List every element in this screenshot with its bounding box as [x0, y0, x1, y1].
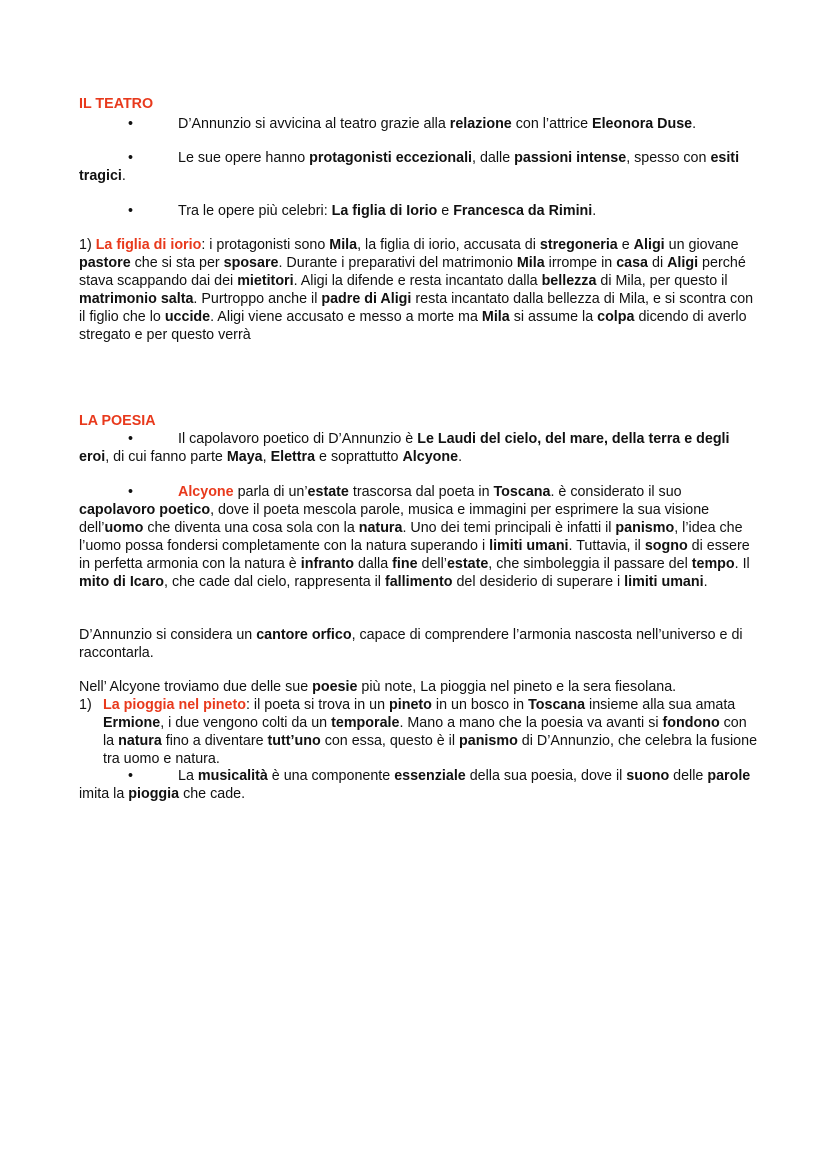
bullet-icon: •: [128, 768, 134, 784]
section-heading-teatro: IL TEATRO: [79, 96, 154, 112]
alcyone-poesie-paragraph: Nell’ Alcyone troviamo due delle sue poesie più note, La pioggia nel pineto e la sera fiesolana.: [79, 679, 677, 695]
poesia-bullet-alcyone: • Alcyone parla di un’estate trascorsa dal poeta in Toscana. è considerato il suo capolavoro poetico, dove il poeta mescola parole, musica e immagini per esprimere la sua visione dell’uomo che diventa una cosa sola con la natura. Uno dei temi principali è infatti il panismo, l’idea che l’uomo possa fondersi completamente con la natura superando i limiti umani. Tuttavia, il sogno di essere in perfetta armonia con la natura è infranto dalla fine dell’estate, che simboleggia il passare del tempo. Il mito di Icaro, che cade dal cielo, rappresenta il fallimento del desiderio di superare i limiti umani.: [79, 484, 750, 590]
teatro-bullet-1: • D’Annunzio si avvicina al teatro grazie alla relazione con l’attrice Eleonora Duse.: [79, 115, 759, 133]
bullet-icon: •: [128, 203, 134, 219]
section-heading-poesia: LA POESIA: [79, 413, 156, 429]
figlia-di-iorio-paragraph: 1) La figlia di iorio: i protagonisti sono Mila, la figlia di iorio, accusata di stregoneria e Aligi un giovane pastore che si sta per sposare. Durante i preparativi del matrimonio Mila irrompe in casa di Aligi perché stava scappando dai dei mietitori. Aligi la difende e resta incantato dalla bellezza di Mila, per questo il matrimonio salta. Purtroppo anche il padre di Aligi resta incantato dalla bellezza di Mila, e si scontra con il figlio che lo uccide. Aligi viene accusato e messo a morte ma Mila si assume la colpa dicendo di averlo stregato e per questo verrà: [79, 237, 754, 343]
pioggia-nel-pineto-item: La pioggia nel pineto: il poeta si trova in un pineto in un bosco in Toscana insieme alla sua amata Ermione, i due vengono colti da un temporale. Mano a mano che la poesia va avanti si fondono con la natura fino a diventare tutt’uno con essa, questo è il panismo di D’Annunzio, che celebra la fusione tra uomo e natura.: [103, 697, 758, 767]
cantore-orfico-paragraph: D’Annunzio si considera un cantore orfico, capace di comprendere l’armonia nascosta nell’universo e di raccontarla.: [79, 627, 743, 661]
list-number: 1): [79, 697, 92, 713]
bullet-icon: •: [128, 116, 134, 132]
bullet-icon: •: [128, 150, 134, 166]
bullet-icon: •: [128, 484, 134, 500]
poesia-bullet-1: • Il capolavoro poetico di D’Annunzio è Le Laudi del cielo, del mare, della terra e degli eroi, di cui fanno parte Maya, Elettra e soprattutto Alcyone.: [79, 431, 730, 465]
bullet-icon: •: [128, 431, 134, 447]
teatro-bullet-3: • Tra le opere più celebri: La figlia di Iorio e Francesca da Rimini.: [79, 202, 759, 220]
teatro-bullet-2: • Le sue opere hanno protagonisti eccezionali, dalle passioni intense, spesso con esiti tragici.: [79, 150, 740, 184]
poesia-bullet-musicalita: • La musicalità è una componente essenziale della sua poesia, dove il suono delle parole imita la pioggia che cade.: [79, 768, 751, 802]
